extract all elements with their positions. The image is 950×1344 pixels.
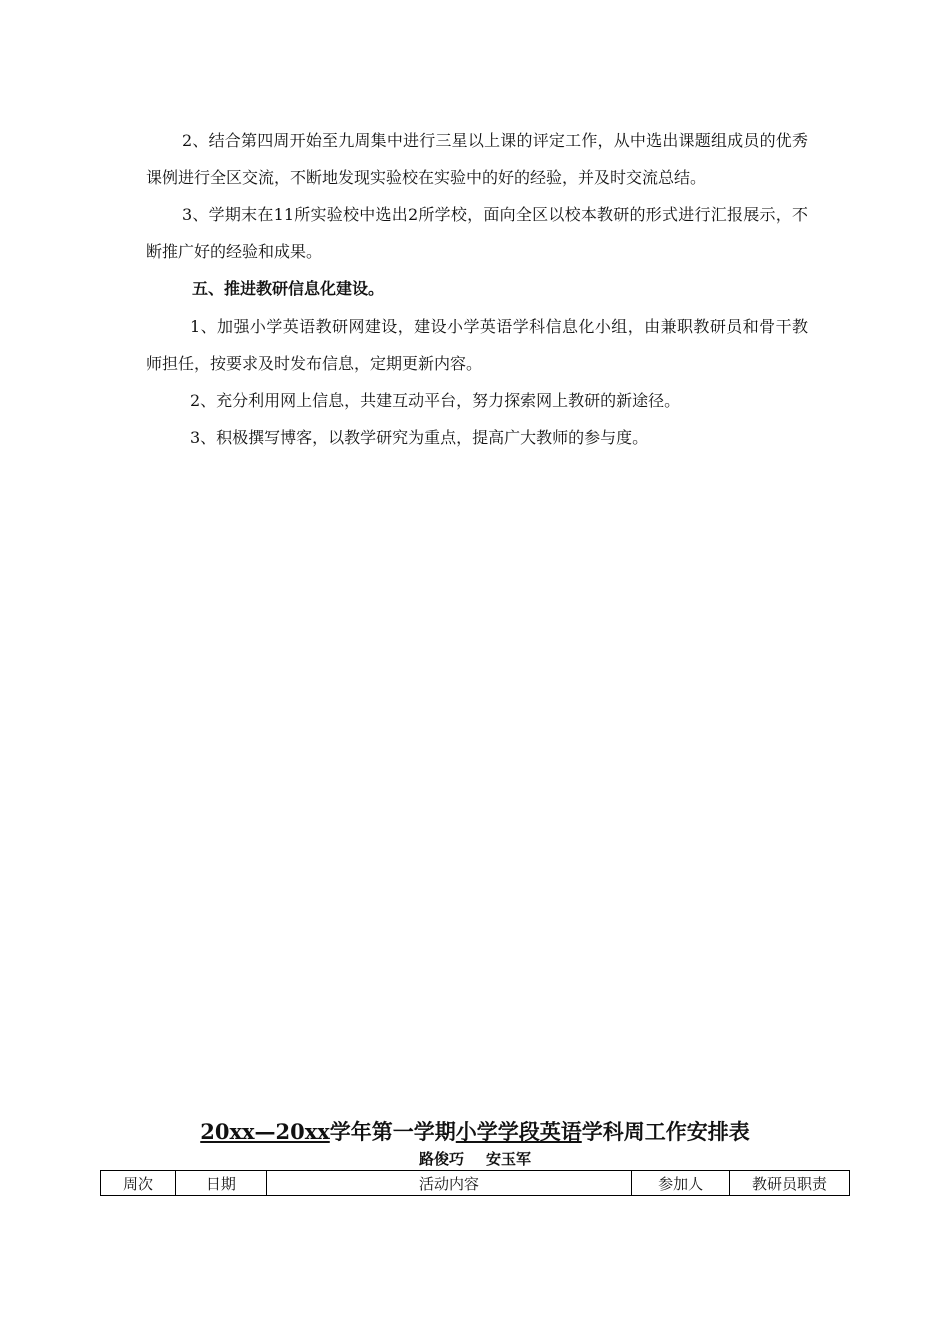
section-heading-informatization: 五、推进教研信息化建设。 <box>192 279 385 298</box>
paragraph-blogging: 3、积极撰写博客，以教学研究为重点，提高广大教师的参与度。 <box>190 428 649 447</box>
author-name: 安玉军 <box>486 1150 532 1168</box>
schedule-title-stage-subject: 小学学段英语 <box>455 1119 582 1144</box>
paragraph-exchange-lessons: 2、结合第四周开始至九周集中进行三星以上课的评定工作，从中选出课题组成员的优秀课例进行全区交流，不断地发现实验校在实验中的好的经验，并及时交流总结。 <box>146 131 808 187</box>
column-header-activity: 活动内容 <box>266 1171 631 1196</box>
schedule-title-semester: 学年第一学期 <box>329 1119 456 1144</box>
paragraph-website-building: 1、加强小学英语教研网建设，建设小学英语学科信息化小组，由兼职教研员和骨干教师担任，按要求及时发布信息，定期更新内容。 <box>146 317 808 373</box>
column-header-participants: 参加人 <box>632 1171 730 1196</box>
schedule-table <box>100 1170 850 1196</box>
column-header-date: 日期 <box>175 1171 266 1196</box>
schedule-title-years: 20xx—20xx <box>200 1119 330 1144</box>
column-header-researcher-duty: 教研员职责 <box>730 1171 850 1196</box>
table-header-row <box>101 1171 850 1196</box>
schedule-authors <box>100 1148 850 1170</box>
paragraph-online-platform: 2、充分利用网上信息，共建互动平台，努力探索网上教研的新途径。 <box>190 391 681 410</box>
body-text <box>146 122 808 456</box>
paragraph-semester-end-showcase: 3、学期末在11所实验校中选出2所学校，面向全区以校本教研的形式进行汇报展示，不断推广好的经验和成果。 <box>146 205 808 261</box>
author-name: 路俊巧 <box>418 1150 464 1168</box>
schedule-title <box>100 1117 850 1147</box>
schedule-title-suffix: 学科周工作安排表 <box>581 1119 750 1144</box>
column-header-week: 周次 <box>101 1171 176 1196</box>
